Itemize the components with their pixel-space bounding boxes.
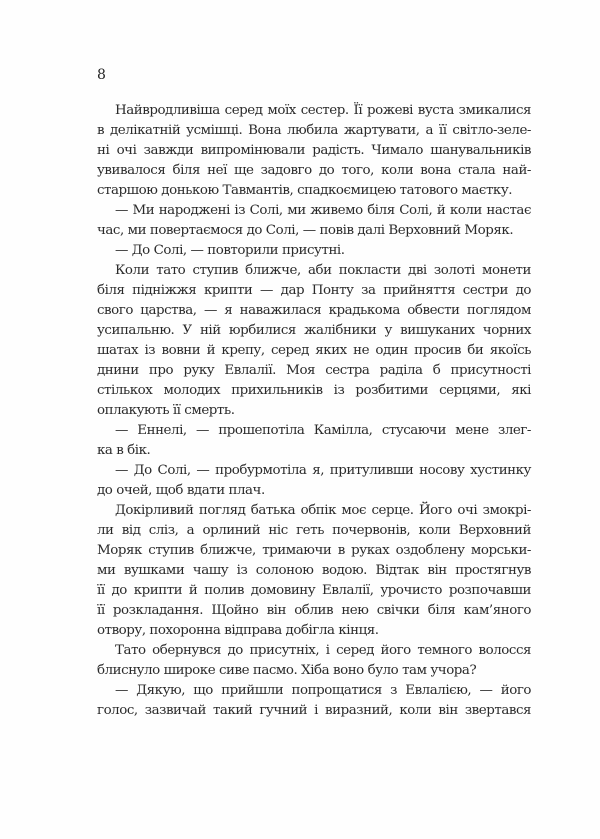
text-line: — Ми народжені із Солі, ми живемо біля Солі, й коли настає: [115, 203, 531, 218]
text-line: стількох молодих прихильників із розбитими серцями, які: [97, 383, 531, 398]
text-line: ми вушками чашу із солоною водою. Відтак він простягнув: [97, 563, 531, 578]
body-text: [97, 101, 531, 721]
text-line: отвору, похоронна відправа добігла кінця.: [97, 623, 379, 638]
text-line: її до крипти й полив домовину Евлалії, урочисто розпочавши: [97, 583, 531, 598]
text-line: ні очі завжди випромінювали радість. Чимало шанувальників: [97, 143, 531, 158]
text-line: її розкладання. Щойно він облив нею свічки біля кам’яного: [97, 603, 531, 618]
text-line: голос, зазвичай такий гучний і виразний, коли він звертався: [97, 703, 531, 718]
text-line: шатах із вовни й крепу, серед яких не один просив би якоїсь: [97, 343, 531, 358]
text-line: блиснуло широке сиве пасмо. Хіба воно було там учора?: [97, 663, 477, 678]
page-number: 8: [97, 67, 106, 83]
text-line: Коли тато ступив ближче, аби покласти дві золоті монети: [115, 263, 531, 278]
text-line: ка в бік.: [97, 443, 151, 458]
text-line: увивалося біля неї ще задовго до того, коли вона стала най-: [97, 163, 531, 178]
text-line: в делікатній усмішці. Вона любила жартувати, а її світло-зеле-: [97, 123, 531, 138]
text-line: ли від сліз, а орлиний ніс геть почервонів, коли Верховний: [97, 523, 531, 538]
text-line: — Еннелі, — прошепотіла Камілла, стусаючи мене злег-: [115, 423, 531, 438]
text-line: Моряк ступив ближче, тримаючи в руках оздоблену морськи-: [97, 543, 531, 558]
text-line: біля підніжжя крипти — дар Понту за прийняття сестри до: [97, 283, 531, 298]
text-line: Докірливий погляд батька обпік моє серце. Його очі змокрі-: [115, 503, 531, 518]
text-line: Тато обернувся до присутніх, і серед його темного волосся: [115, 643, 531, 658]
text-line: — До Солі, — пробурмотіла я, притуливши носову хустинку: [115, 463, 531, 478]
text-line: свого царства, — я наважилася крадькома обвести поглядом: [97, 303, 531, 318]
text-line: Найвродливіша серед моїх сестер. Її рожеві вуста змикалися: [115, 103, 531, 118]
text-line: старшою донькою Тавмантів, спадкоємицею татового маєтку.: [97, 183, 513, 198]
text-line: усипальню. У ній юрбилися жалібники у вишуканих чорних: [97, 323, 531, 338]
text-line: до очей, щоб вдати плач.: [97, 483, 265, 498]
text-line: днини про руку Евлалії. Моя сестра раділа б присутності: [97, 363, 531, 378]
text-line: час, ми повертаємося до Солі, — повів далі Верховний Моряк.: [97, 223, 514, 238]
text-line: — Дякую, що прийшли попрощатися з Евлалією, — його: [115, 683, 531, 698]
text-line: оплакують її смерть.: [97, 403, 235, 418]
text-line: — До Солі, — повторили присутні.: [115, 243, 345, 258]
